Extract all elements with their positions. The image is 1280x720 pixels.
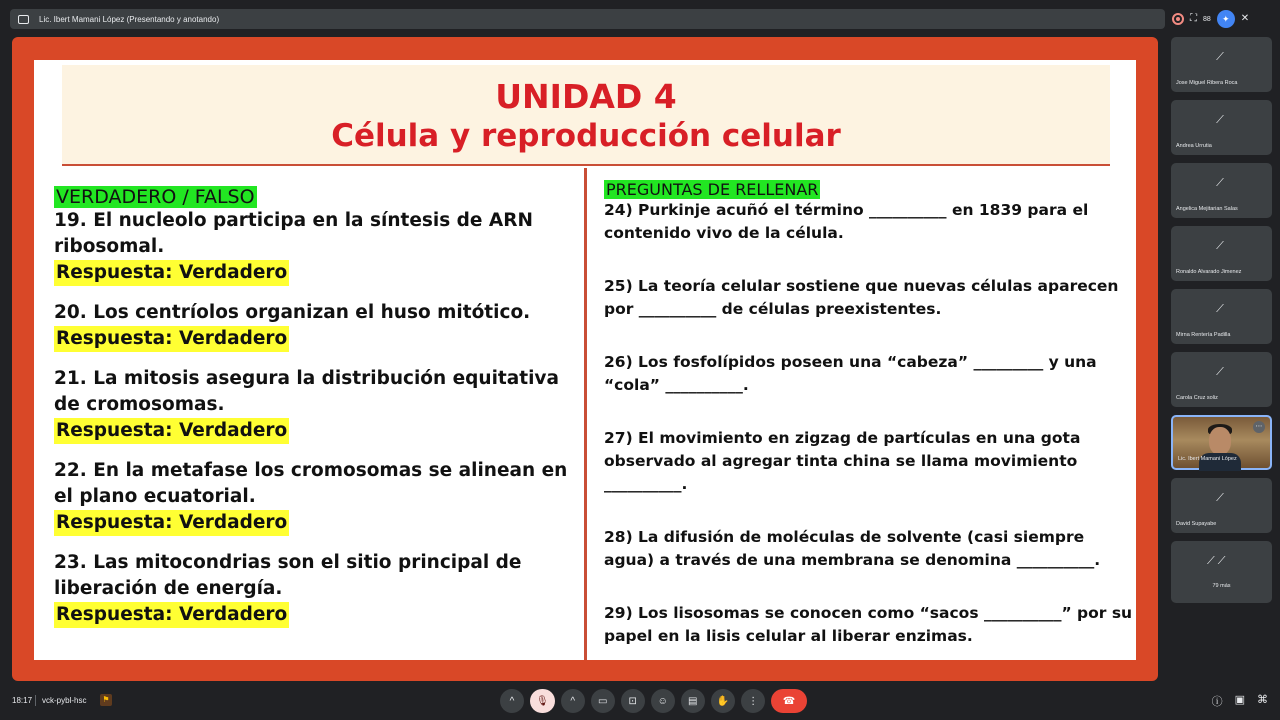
more-options-button[interactable] (741, 689, 765, 713)
info-icon[interactable]: ⓘ (1211, 696, 1223, 708)
separator (35, 695, 36, 706)
slide-subtitle: Célula y reproducción celular (331, 118, 841, 154)
meeting-code: vck-pybl-hsc (42, 696, 87, 705)
answer: Respuesta: Verdadero (54, 510, 289, 536)
host-controls-icon[interactable]: ⚑ (100, 694, 112, 706)
slide-title: UNIDAD 4 (495, 77, 677, 116)
ai-assistant-icon[interactable]: ✦ (1217, 10, 1235, 28)
bottom-bar (0, 684, 1280, 720)
list-item (54, 550, 579, 628)
mic-toggle-button[interactable] (530, 689, 555, 713)
captions-button[interactable] (681, 689, 705, 713)
column-divider (584, 168, 587, 660)
participant-name: Jose Miguel Ribera Roca (1176, 80, 1238, 86)
participant-tile[interactable] (1171, 100, 1272, 155)
mic-off-icon: ⟋ (1216, 240, 1224, 252)
audio-options-button[interactable]: ^ (500, 689, 524, 713)
participant-tile[interactable] (1171, 289, 1272, 344)
question: 19. El nucleolo participa en la síntesis de ARN ribosomal. (54, 210, 533, 257)
question: 23. Las mitocondrias son el sitio principal de liberación de energía. (54, 552, 522, 599)
true-false-heading: VERDADERO / FALSO (56, 186, 255, 208)
hang-up-button[interactable] (771, 689, 807, 713)
more-participants-tile[interactable] (1171, 541, 1272, 603)
slide (34, 60, 1136, 660)
answer: Respuesta: Verdadero (54, 260, 289, 286)
more-options-icon[interactable]: ⋯ (1253, 421, 1265, 433)
mic-off-icon: ⟋ (1216, 114, 1224, 126)
answer: Respuesta: Verdadero (54, 418, 289, 444)
video-options-button[interactable]: ^ (561, 689, 585, 713)
pin-icon[interactable]: ✕ (1240, 13, 1250, 24)
participant-name: Carola Cruz soliz (1176, 395, 1218, 401)
participant-avatars-icon: ⟋ ⟋ (1207, 555, 1226, 567)
recording-icon[interactable] (1172, 13, 1184, 25)
answer: Respuesta: Verdadero (54, 602, 289, 628)
captions-icon: ▤ (687, 695, 698, 707)
participant-name: Angelica Mejitarian Salas (1176, 206, 1238, 212)
participant-name: Ronaldo Alvarado Jimenez (1176, 269, 1242, 275)
raise-hand-icon: ✋ (716, 695, 730, 707)
participant-rail (1171, 37, 1272, 611)
true-false-column (54, 186, 579, 642)
slide-banner (62, 65, 1110, 166)
mic-off-icon: ⟋ (1216, 492, 1224, 504)
participant-tile[interactable] (1171, 226, 1272, 281)
list-item: 25) La teoría celular sostiene que nuevas células aparecen por __________ de células preexistentes. (604, 277, 1119, 318)
list-item: 29) Los lisosomas se conocen como “sacos __________” por su papel en la lisis celular al liberar enzimas. (604, 604, 1133, 645)
activities-icon[interactable]: ⌘ (1257, 694, 1268, 706)
mic-off-icon: ⟋ (1216, 366, 1224, 378)
presentation-icon (18, 15, 29, 24)
mic-off-icon: ⟋ (1216, 177, 1224, 189)
list-item: 28) La difusión de moléculas de solvente (casi siempre agua) a través de una membrana se denomina __________. (604, 528, 1101, 569)
participant-tile[interactable] (1171, 163, 1272, 218)
camera-icon: ▭ (597, 695, 608, 707)
present-button[interactable] (621, 689, 645, 713)
participant-count: 88 (1203, 15, 1211, 23)
answer: Respuesta: Verdadero (54, 326, 289, 352)
presentation-title-bar (10, 9, 1165, 29)
mic-off-icon: ⟋ (1216, 51, 1224, 63)
list-item: 26) Los fosfolípidos poseen una “cabeza” _________ y una “cola” __________. (604, 353, 1097, 394)
list-item: 27) El movimiento en zigzag de partículas en una gota observado al agregar tinta china se llama movimiento __________. (604, 429, 1081, 493)
question: 22. En la metafase los cromosomas se alinean en el plano ecuatorial. (54, 460, 568, 507)
clock: 18:17 (12, 696, 33, 705)
raise-hand-button[interactable] (711, 689, 735, 713)
call-controls (500, 689, 807, 713)
mic-off-icon: 🎙 (536, 695, 549, 707)
top-controls (1172, 9, 1249, 29)
participant-name: Lic. Ibert Mamani López (1178, 456, 1237, 462)
more-options-icon: ⋮ (748, 695, 759, 707)
presenter-title: Lic. Ibert Mamani López (Presentando y anotando) (39, 14, 220, 24)
list-item (54, 458, 579, 536)
list-item (54, 208, 579, 286)
list-item (54, 300, 579, 352)
emoji-button[interactable] (651, 689, 675, 713)
side-controls (1212, 693, 1268, 709)
hang-up-icon: ☎ (782, 695, 796, 707)
question: 21. La mitosis asegura la distribución equitativa de cromosomas. (54, 368, 559, 415)
fill-in-column (604, 180, 1134, 678)
people-icon[interactable]: ⛶ (1190, 13, 1197, 24)
more-participants-label: 79 más (1212, 583, 1231, 589)
participant-tile[interactable] (1171, 37, 1272, 92)
list-item: 24) Purkinje acuñó el término __________ en 1839 para el contenido vivo de la célula. (604, 201, 1089, 242)
chat-icon[interactable]: ▣ (1234, 694, 1245, 706)
participant-name: David Supayabe (1176, 521, 1217, 527)
emoji-icon: ☺ (657, 695, 668, 707)
participant-tile[interactable] (1171, 352, 1272, 407)
question: 20. Los centríolos organizan el huso mitótico. (54, 302, 531, 323)
list-item (54, 366, 579, 444)
present-icon: ⊡ (628, 695, 637, 707)
presenter-video-tile[interactable] (1171, 415, 1272, 470)
fill-in-heading: PREGUNTAS DE RELLENAR (606, 180, 819, 199)
participant-name: Andrea Urrutia (1176, 143, 1212, 149)
mic-off-icon: ⟋ (1216, 303, 1224, 315)
camera-toggle-button[interactable] (591, 689, 615, 713)
presentation-stage (12, 37, 1158, 681)
participant-tile[interactable] (1171, 478, 1272, 533)
participant-name: Mirna Rentería Padilla (1176, 332, 1231, 338)
presenter-face (1209, 427, 1231, 455)
